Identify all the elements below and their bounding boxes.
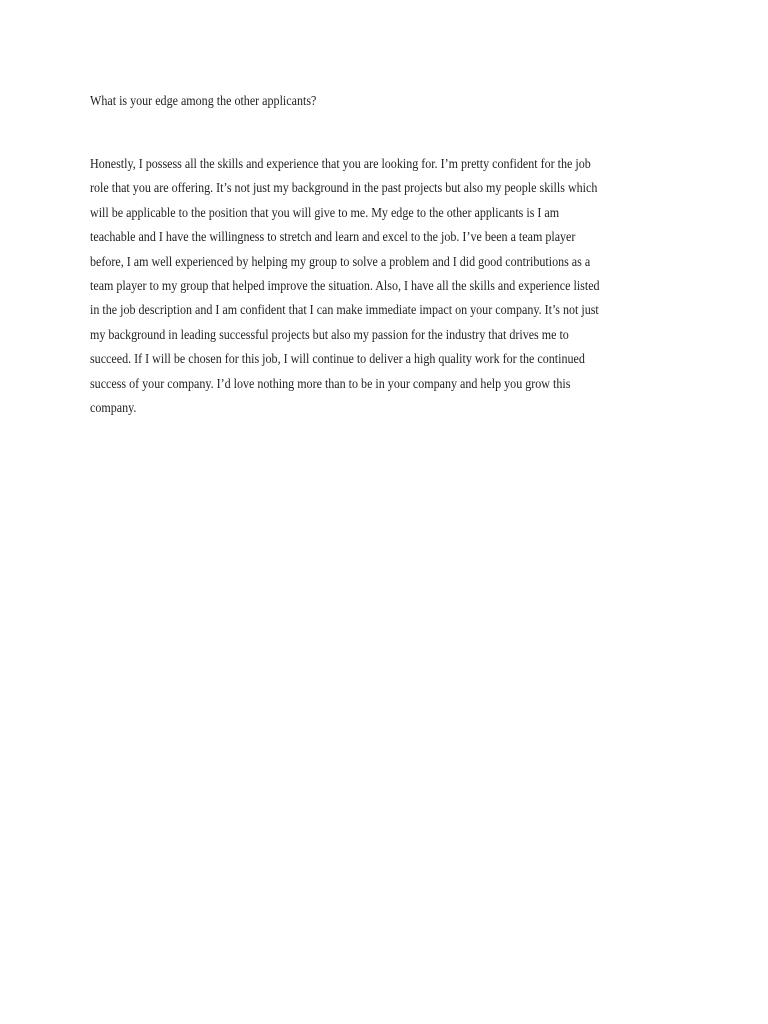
question-heading: What is your edge among the other applicants? — [90, 94, 317, 109]
answer-paragraph — [90, 155, 690, 423]
answer-line: role that you are offering. It’s not just my background in the past projects but also my people skills which — [90, 181, 598, 197]
answer-line: team player to my group that helped improve the situation. Also, I have all the skills and experience listed — [90, 278, 600, 294]
answer-line: Honestly, I possess all the skills and experience that you are looking for. I’m pretty confident for the job — [90, 157, 591, 172]
answer-line: succeed. If I will be chosen for this job, I will continue to deliver a high quality work for the continued — [90, 352, 585, 368]
answer-line: in the job description and I am confident that I can make immediate impact on your company. It’s not just — [90, 303, 599, 319]
answer-line: teachable and I have the willingness to stretch and learn and excel to the job. I’ve been a team player — [90, 230, 576, 246]
answer-line: will be applicable to the position that you will give to me. My edge to the other applicants is I am — [90, 205, 560, 221]
answer-line: company. — [90, 400, 137, 416]
answer-line: success of your company. I’d love nothing more than to be in your company and help you grow this — [90, 376, 571, 392]
answer-line: before, I am well experienced by helping my group to solve a problem and I did good contributions as a — [90, 254, 591, 270]
answer-line: my background in leading successful projects but also my passion for the industry that drives me to — [90, 327, 569, 343]
